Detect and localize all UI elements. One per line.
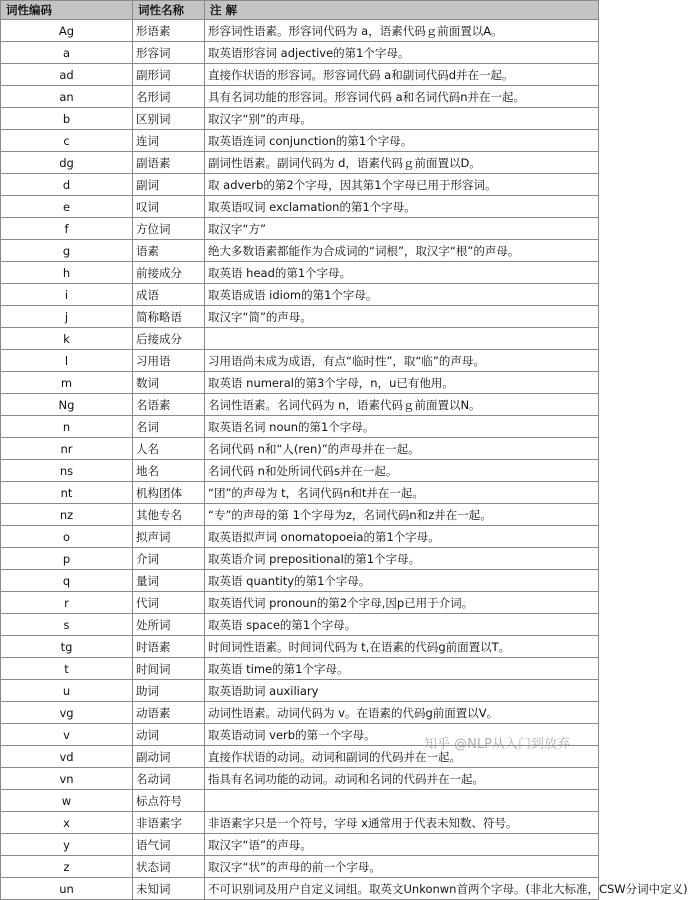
cell-name: 成语 <box>133 284 205 306</box>
table-row <box>1 196 599 218</box>
table-row <box>1 482 599 504</box>
cell-note: 直接作状语的形容词。形容词代码 a和副词代码d并在一起。 <box>205 64 599 86</box>
cell-code: u <box>1 680 133 702</box>
cell-name: 动词 <box>133 724 205 746</box>
cell-name: 量词 <box>133 570 205 592</box>
cell-code: nt <box>1 482 133 504</box>
cell-note: 取英语 space的第1个字母。 <box>205 614 599 636</box>
table-row <box>1 284 599 306</box>
cell-note: 副词性语素。副词代码为 d，语素代码ｇ前面置以D。 <box>205 152 599 174</box>
cell-name: 机构团体 <box>133 482 205 504</box>
cell-note: 取英语动词 verb的第一个字母。 <box>205 724 599 746</box>
cell-note: “团”的声母为 t，名词代码n和t并在一起。 <box>205 482 599 504</box>
cell-code: w <box>1 790 133 812</box>
table-row <box>1 570 599 592</box>
table-row <box>1 262 599 284</box>
table-row <box>1 20 599 42</box>
cell-code: Ag <box>1 20 133 42</box>
cell-code: v <box>1 724 133 746</box>
table-row <box>1 372 599 394</box>
cell-note: 取英语形容词 adjective的第1个字母。 <box>205 42 599 64</box>
table-row <box>1 592 599 614</box>
table-row <box>1 438 599 460</box>
table-row <box>1 394 599 416</box>
cell-name: 语气词 <box>133 834 205 856</box>
cell-code: a <box>1 42 133 64</box>
cell-note: 取英语代词 pronoun的第2个字母,因p已用于介词。 <box>205 592 599 614</box>
cell-code: y <box>1 834 133 856</box>
cell-note: 时间词性语素。时间词代码为 t,在语素的代码g前面置以T。 <box>205 636 599 658</box>
cell-note: 取英语连词 conjunction的第1个字母。 <box>205 130 599 152</box>
cell-note: 名词代码 n和处所词代码s并在一起。 <box>205 460 599 482</box>
header-code: 词性编码 <box>1 1 133 20</box>
table-row <box>1 64 599 86</box>
cell-code: r <box>1 592 133 614</box>
cell-name: 时间词 <box>133 658 205 680</box>
cell-note: 取汉字“别”的声母。 <box>205 108 599 130</box>
cell-note: 绝大多数语素都能作为合成词的“词根”，取汉字“根”的声母。 <box>205 240 599 262</box>
cell-note: 取英语拟声词 onomatopoeia的第1个字母。 <box>205 526 599 548</box>
cell-code: dg <box>1 152 133 174</box>
cell-note: 取英语 quantity的第1个字母。 <box>205 570 599 592</box>
cell-code: un <box>1 878 133 900</box>
cell-name: 习用语 <box>133 350 205 372</box>
table-row <box>1 130 599 152</box>
cell-code: t <box>1 658 133 680</box>
cell-note: 取汉字“状”的声母的前一个字母。 <box>205 856 599 878</box>
cell-note: 取英语助词 auxiliary <box>205 680 599 702</box>
table-row <box>1 42 599 64</box>
cell-code: k <box>1 328 133 350</box>
cell-code: n <box>1 416 133 438</box>
cell-note: 指具有名词功能的动词。动词和名词的代码并在一起。 <box>205 768 599 790</box>
cell-code: f <box>1 218 133 240</box>
cell-code: i <box>1 284 133 306</box>
cell-note: 取英语成语 idiom的第1个字母。 <box>205 284 599 306</box>
cell-note: 名词代码 n和“人(ren)”的声母并在一起。 <box>205 438 599 460</box>
cell-name: 副动词 <box>133 746 205 768</box>
table-row <box>1 548 599 570</box>
table-row <box>1 658 599 680</box>
cell-code: ad <box>1 64 133 86</box>
cell-note <box>205 328 599 350</box>
cell-code: x <box>1 812 133 834</box>
cell-name: 数词 <box>133 372 205 394</box>
table-row <box>1 878 599 900</box>
cell-name: 副形词 <box>133 64 205 86</box>
cell-code: s <box>1 614 133 636</box>
cell-note: 取英语介词 prepositional的第1个字母。 <box>205 548 599 570</box>
cell-code: o <box>1 526 133 548</box>
cell-name: 名动词 <box>133 768 205 790</box>
cell-name: 语素 <box>133 240 205 262</box>
cell-name: 处所词 <box>133 614 205 636</box>
cell-code: vd <box>1 746 133 768</box>
cell-name: 时语素 <box>133 636 205 658</box>
cell-note: 取英语 time的第1个字母。 <box>205 658 599 680</box>
cell-name: 非语素字 <box>133 812 205 834</box>
table-row <box>1 460 599 482</box>
cell-note: 非语素字只是一个符号，字母 x通常用于代表未知数、符号。 <box>205 812 599 834</box>
cell-name: 其他专名 <box>133 504 205 526</box>
cell-note: 直接作状语的动词。动词和副词的代码并在一起。 <box>205 746 599 768</box>
cell-code: j <box>1 306 133 328</box>
cell-name: 形容词 <box>133 42 205 64</box>
table-row <box>1 768 599 790</box>
table-row <box>1 702 599 724</box>
table-body <box>1 20 688 900</box>
cell-name: 拟声词 <box>133 526 205 548</box>
cell-name: 标点符号 <box>133 790 205 812</box>
cell-note: 取英语叹词 exclamation的第1个字母。 <box>205 196 599 218</box>
cell-name: 代词 <box>133 592 205 614</box>
cell-note: 名词性语素。名词代码为 n，语素代码ｇ前面置以N。 <box>205 394 599 416</box>
cell-code: tg <box>1 636 133 658</box>
cell-name: 未知词 <box>133 878 205 900</box>
cell-code: Ng <box>1 394 133 416</box>
table-row <box>1 416 599 438</box>
header-note: 注 解 <box>205 1 599 20</box>
cell-name: 副语素 <box>133 152 205 174</box>
table-row <box>1 504 599 526</box>
cell-code: h <box>1 262 133 284</box>
cell-note: 具有名词功能的形容词。形容词代码 a和名词代码n并在一起。 <box>205 86 599 108</box>
cell-note: 取英语 numeral的第3个字母，n，u已有他用。 <box>205 372 599 394</box>
cell-code: ns <box>1 460 133 482</box>
table-row <box>1 174 599 196</box>
cell-name: 前接成分 <box>133 262 205 284</box>
cell-code: p <box>1 548 133 570</box>
cell-code: z <box>1 856 133 878</box>
cell-note: 取英语名词 noun的第1个字母。 <box>205 416 599 438</box>
cell-code: q <box>1 570 133 592</box>
cell-name: 名词 <box>133 416 205 438</box>
table-row <box>1 790 599 812</box>
table-row <box>1 526 599 548</box>
table-row <box>1 240 599 262</box>
cell-note: “专”的声母的第 1个字母为z，名词代码n和z并在一起。 <box>205 504 599 526</box>
cell-note: 取汉字“方” <box>205 218 599 240</box>
table-row <box>1 834 599 856</box>
cell-note: 取汉字“语”的声母。 <box>205 834 599 856</box>
cell-code: e <box>1 196 133 218</box>
cell-name: 状态词 <box>133 856 205 878</box>
cell-note: 习用语尚未成为成语，有点“临时性”，取“临”的声母。 <box>205 350 599 372</box>
table-row <box>1 218 599 240</box>
table-row <box>1 724 599 746</box>
table-row <box>1 636 599 658</box>
table-row <box>1 856 599 878</box>
cell-name: 动语素 <box>133 702 205 724</box>
cell-note: 形容词性语素。形容词代码为 a，语素代码ｇ前面置以A。 <box>205 20 599 42</box>
cell-name: 连词 <box>133 130 205 152</box>
cell-code: nr <box>1 438 133 460</box>
cell-name: 简称略语 <box>133 306 205 328</box>
cell-name: 介词 <box>133 548 205 570</box>
cell-name: 叹词 <box>133 196 205 218</box>
cell-code: m <box>1 372 133 394</box>
table-row <box>1 306 599 328</box>
table-row <box>1 614 599 636</box>
cell-note: 取 adverb的第2个字母，因其第1个字母已用于形容词。 <box>205 174 599 196</box>
cell-note: 取汉字“简”的声母。 <box>205 306 599 328</box>
cell-code: l <box>1 350 133 372</box>
cell-code: g <box>1 240 133 262</box>
cell-name: 区别词 <box>133 108 205 130</box>
cell-name: 名形词 <box>133 86 205 108</box>
table-row <box>1 152 599 174</box>
cell-note <box>205 790 599 812</box>
table-row <box>1 680 599 702</box>
cell-code: d <box>1 174 133 196</box>
cell-note: 不可识别词及用户自定义词组。取英文Unkonwn首两个字母。(非北大标准，CSW分词中定义) <box>205 878 599 900</box>
cell-name: 地名 <box>133 460 205 482</box>
table-row <box>1 328 599 350</box>
cell-name: 名语素 <box>133 394 205 416</box>
cell-name: 后接成分 <box>133 328 205 350</box>
cell-name: 形语素 <box>133 20 205 42</box>
cell-note: 动词性语素。动词代码为 v。在语素的代码g前面置以V。 <box>205 702 599 724</box>
table-row <box>1 812 599 834</box>
table-row <box>1 86 599 108</box>
cell-code: b <box>1 108 133 130</box>
table-header-row <box>1 1 599 20</box>
cell-name: 副词 <box>133 174 205 196</box>
cell-code: an <box>1 86 133 108</box>
cell-code: nz <box>1 504 133 526</box>
cell-code: vn <box>1 768 133 790</box>
table-row <box>1 108 599 130</box>
table-row <box>1 746 599 768</box>
header-name: 词性名称 <box>133 1 205 20</box>
cell-note: 取英语 head的第1个字母。 <box>205 262 599 284</box>
cell-name: 人名 <box>133 438 205 460</box>
cell-code: vg <box>1 702 133 724</box>
cell-code: c <box>1 130 133 152</box>
table-row <box>1 350 599 372</box>
cell-name: 助词 <box>133 680 205 702</box>
zhihu-watermark: 知乎 @NLP从入门到放弃 <box>424 737 570 752</box>
cell-name: 方位词 <box>133 218 205 240</box>
